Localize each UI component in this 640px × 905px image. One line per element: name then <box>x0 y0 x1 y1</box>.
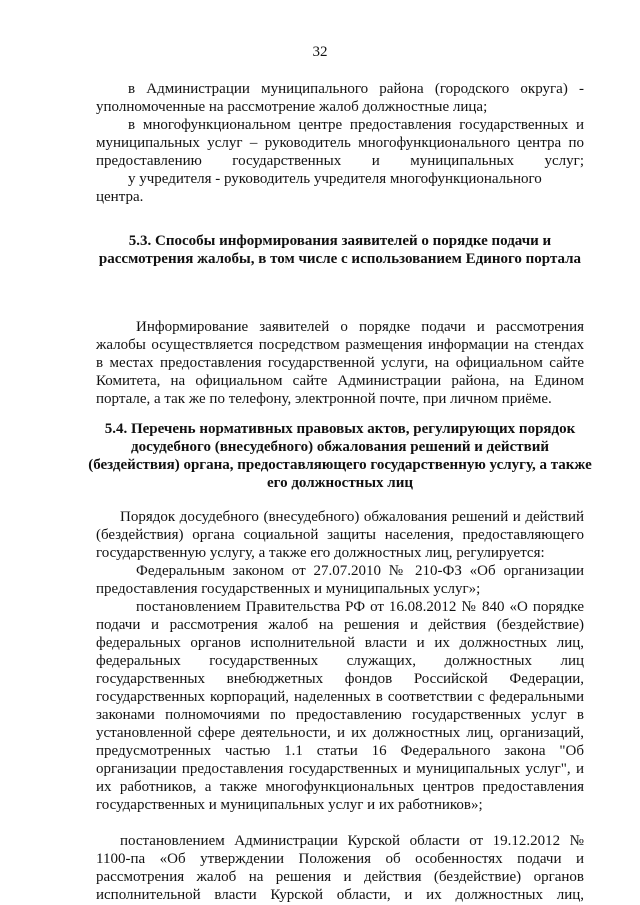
paragraph-mfc-head: в многофункциональном центре предоставления государственных и муниципальных услуг – руководитель многофункционального центра по предоставлению государственных и муниципальных услуг; <box>96 117 584 169</box>
paragraph-administration-officials: в Администрации муниципального района (городского округа) - уполномоченные на рассмотрение жалоб должностные лица; <box>96 81 584 115</box>
section-5-4-intro: Порядок досудебного (внесудебного) обжалования решений и действий (бездействия) органа социальной защиты населения, предоставляющего государственную услугу, а также его должностных лиц, регулируется: <box>96 509 584 561</box>
law-government-decree-840: постановлением Правительства РФ от 16.08.2012 № 840 «О порядке подачи и рассмотрения жалоб на решения и действия (бездействие) федеральных органов исполнительной власти и их должностных лиц, федеральных государственных служащих, должностных лиц государственных внебюджетных фондов Российской Федерации, государственных корпораций, наделенных в соответствии с федеральными законами полномочиями по предоставлению государственных услуг в установленной сфере деятельности, и их должностных лиц, организаций, предусмотренных частью 1.1 статьи 16 Федерального закона "Об организации предоставления государственных и муниципальных услуг", и их работников, а также многофункциональных центров предоставления государственных и муниципальных услуг и их работников»; <box>96 599 584 813</box>
section-5-4-heading: 5.4. Перечень нормативных правовых актов, регулирующих порядок досудебного (внесудебного) обжалования решений и действий (бездействия) органа, предоставляющего государственную услугу, а также его должностных лиц <box>88 421 592 491</box>
section-5-3-heading: 5.3. Способы информирования заявителей о порядке подачи и рассмотрения жалобы, в том числе с использованием Единого портала <box>98 233 582 267</box>
law-federal-210fz: Федеральным законом от 27.07.2010 № 210-ФЗ «Об организации предоставления государственных и муниципальных услуг»; <box>96 563 584 597</box>
section-5-3-paragraph: Информирование заявителей о порядке подачи и рассмотрения жалобы осуществляется посредством размещения информации на стендах в местах предоставления государственной услуги, на официальном сайте Комитета, на официальном сайте Администрации района, на Едином портале, а так же по телефону, электронной почте, при личном приёме. <box>96 319 584 407</box>
law-kursk-decree-1100pa: постановлением Администрации Курской области от 19.12.2012 № 1100-па «Об утверждении Положения об особенностях подачи и рассмотрения жалоб на решения и действия (бездействие) органов исполнительной власти Курской области, и их должностных лиц, <box>96 833 584 903</box>
paragraph-founder-line2: центра. <box>96 189 144 205</box>
page-number: 32 <box>312 44 328 60</box>
paragraph-founder-line1: у учредителя - руководитель учредителя многофункционального <box>128 171 542 187</box>
